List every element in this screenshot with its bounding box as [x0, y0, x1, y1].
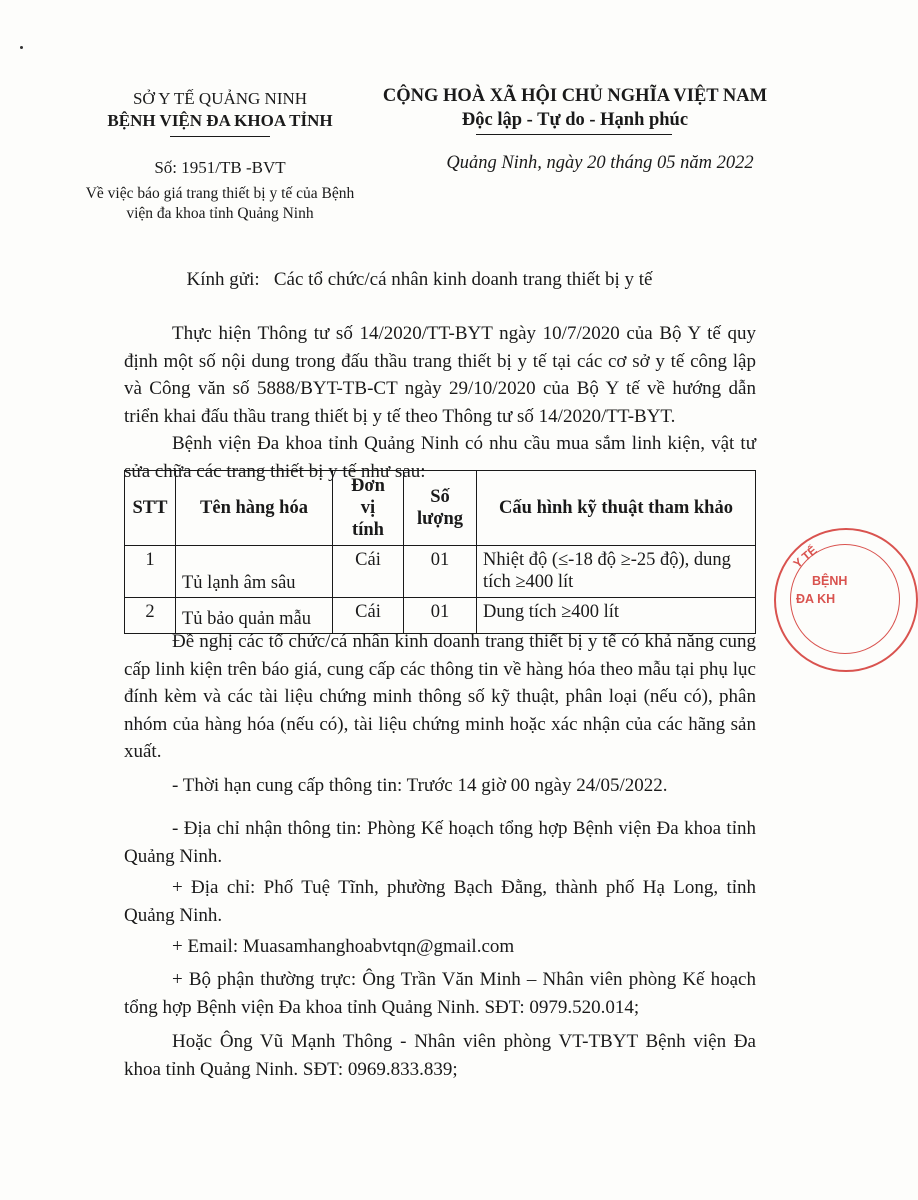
subject-line-1: Về việc báo giá trang thiết bị y tế của Bệnh	[85, 185, 355, 202]
table-header-row	[125, 471, 756, 546]
paragraph-legal-basis: Thực hiện Thông tư số 14/2020/TT-BYT ngày 10/7/2020 của Bộ Y tế quy định một số nội dung trong đấu thầu trang thiết bị y tế tại các cơ sở y tế công lập và Công văn số 5888/BYT-TB-CT ngày 29/10/2020 của Bộ Y tế về hướng dẫn triển khai đấu thầu trang thiết bị y tế theo Thông tư số 14/2020/TT-BYT.	[124, 323, 756, 427]
col-unit	[333, 471, 404, 546]
row1-qty: 01	[404, 546, 477, 598]
col-name: Tên hàng hóa	[176, 471, 333, 546]
national-title-block	[360, 84, 790, 132]
document-date: Quảng Ninh, ngày 20 tháng 05 năm 2022	[446, 153, 754, 173]
paragraph-email: + Email: Muasamhanghoabvtqn@gmail.com	[172, 936, 515, 957]
col-qty-line1: Số	[430, 487, 450, 507]
paragraph-contact-1: + Bộ phận thường trực: Ông Trần Văn Minh – Nhân viên phòng Kế hoạch tổng hợp Bệnh viện Đa khoa tỉnh Quảng Ninh. SĐT: 0979.520.014;	[124, 969, 756, 1018]
national-motto: Độc lập - Tự do - Hạnh phúc	[461, 110, 689, 130]
col-unit-line2: vị	[360, 498, 376, 518]
row1-name: Tủ lạnh âm sâu	[176, 546, 333, 598]
scan-speck	[20, 46, 23, 49]
paragraph-address-receive: - Địa chỉ nhận thông tin: Phòng Kế hoạch tổng hợp Bệnh viện Đa khoa tỉnh Quảng Ninh.	[124, 818, 756, 867]
col-qty	[404, 471, 477, 546]
document-number: Số: 1951/TB -BVT	[154, 158, 286, 177]
issuer-dept: SỞ Y TẾ QUẢNG NINH	[132, 89, 308, 108]
issuer-underline	[170, 136, 270, 137]
stamp-text-mid1: BỆNH	[812, 574, 848, 588]
goods-table	[124, 470, 756, 634]
official-stamp	[774, 528, 918, 672]
row2-unit: Cái	[333, 598, 404, 634]
table-row	[125, 546, 756, 598]
national-title: CỘNG HOÀ XÃ HỘI CHỦ NGHĨA VIỆT NAM	[382, 86, 768, 106]
row2-name: Tủ bảo quản mẫu	[176, 598, 333, 634]
paragraph-request: Đề nghị các tổ chức/cá nhân kinh doanh trang thiết bị y tế có khả năng cung cấp linh kiện trên báo giá, cung cấp các thông tin về hàng hóa theo mẫu tại phụ lục đính kèm và các tài liệu chứng minh thông số kỹ thuật, phân loại (nếu có), phân nhóm của hàng hóa (nếu có), tài liệu chứng minh hoặc xác nhận của các hãng sản xuất.	[124, 631, 756, 762]
row2-qty: 01	[404, 598, 477, 634]
col-spec: Cấu hình kỹ thuật tham khảo	[477, 471, 756, 546]
issuer-hospital: BỆNH VIỆN ĐA KHOA TỈNH	[107, 111, 333, 130]
paragraph-contact-2: Hoặc Ông Vũ Mạnh Thông - Nhân viên phòng VT-TBYT Bệnh viện Đa khoa tỉnh Quảng Ninh. SĐT: 0969.833.839;	[124, 1031, 756, 1080]
row2-stt: 2	[125, 598, 176, 634]
row1-spec: Nhiệt độ (≤-18 độ ≥-25 độ), dung tích ≥400 lít	[477, 546, 756, 598]
paragraph-need: Bệnh viện Đa khoa tỉnh Quảng Ninh có nhu cầu mua sắm linh kiện, vật tư sửa chữa các trang thiết bị y tế như sau:	[124, 433, 756, 482]
col-stt: STT	[125, 471, 176, 546]
paragraph-deadline: - Thời hạn cung cấp thông tin: Trước 14 giờ 00 ngày 24/05/2022.	[172, 775, 668, 796]
motto-underline	[476, 134, 672, 135]
recipient-line: Kính gửi: Các tổ chức/cá nhân kinh doanh trang thiết bị y tế	[186, 269, 653, 290]
row2-spec: Dung tích ≥400 lít	[477, 598, 756, 634]
col-qty-line2: lượng	[416, 509, 464, 529]
row1-unit: Cái	[333, 546, 404, 598]
col-unit-line1: Đơn	[351, 476, 385, 496]
row1-stt: 1	[125, 546, 176, 598]
document-subject	[60, 184, 380, 224]
subject-line-2: viện đa khoa tỉnh Quảng Ninh	[126, 205, 314, 222]
paragraph-address: + Địa chỉ: Phố Tuệ Tĩnh, phường Bạch Đằng, thành phố Hạ Long, tỉnh Quảng Ninh.	[124, 877, 756, 926]
stamp-text-top: Y TẾ	[790, 543, 820, 571]
issuer-block	[60, 88, 380, 132]
stamp-text-mid2: ĐA KH	[796, 592, 836, 606]
col-unit-line3: tính	[352, 520, 384, 540]
